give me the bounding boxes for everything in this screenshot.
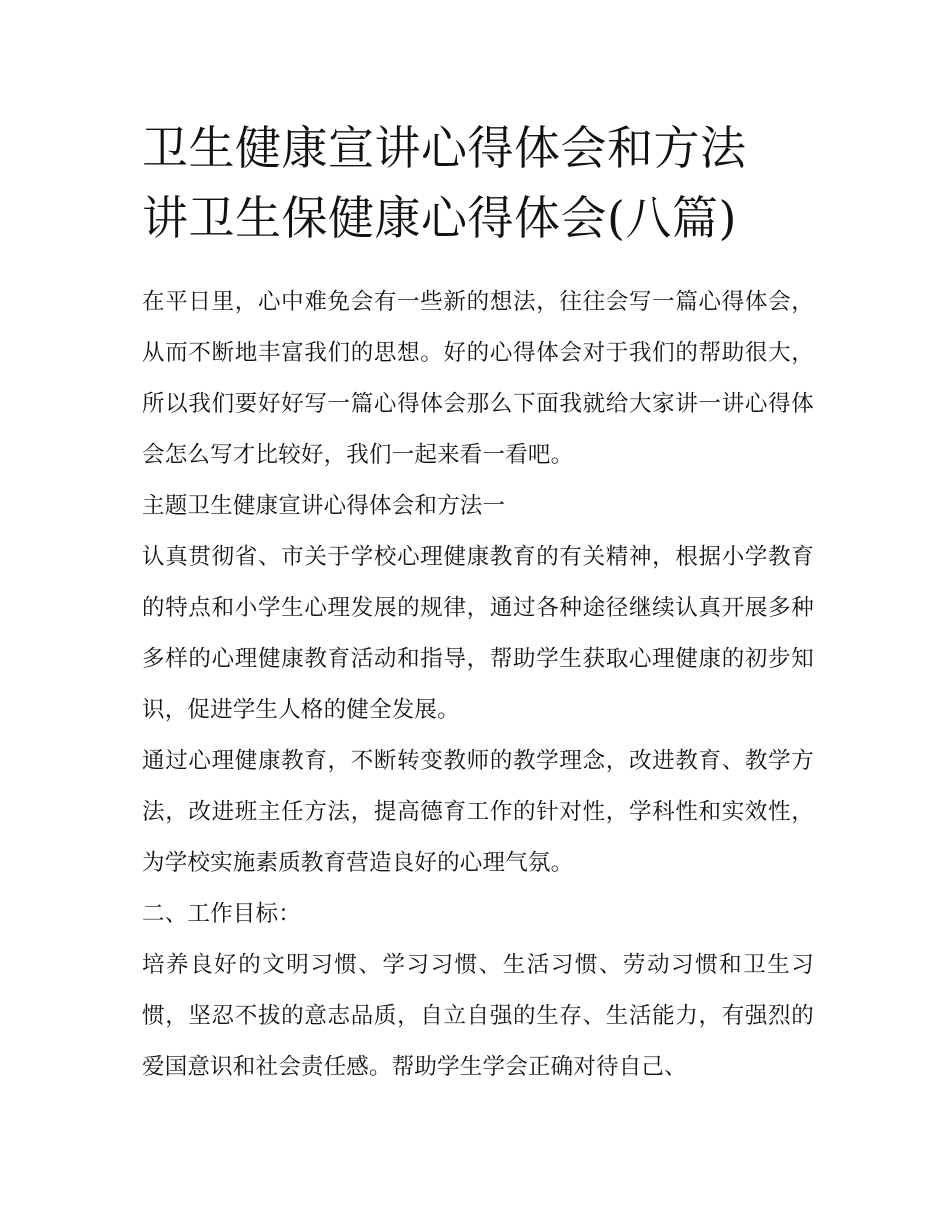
- paragraph-goals-heading: 二、工作目标：: [142, 901, 301, 927]
- title-line-1: 卫生健康宣讲心得体会和方法: [142, 121, 747, 175]
- paragraph-topic-heading: 主题卫生健康宣讲心得体会和方法一: [142, 493, 506, 519]
- paragraph-intro: 在平日里，心中难免会有一些新的想法，往往会写一篇心得体会，从而不断地丰富我们的思想。好的心得体会对于我们的帮助很大，所以我们要好好写一篇心得体会那么下面我就给大家讲一讲心得体会怎么写才比较好，我们一起来看一看吧。: [142, 289, 814, 468]
- title-line-2: 讲卫生保健康心得体会(八篇): [142, 191, 737, 245]
- paragraph-goals: 培养良好的文明习惯、学习习惯、生活习惯、劳动习惯和卫生习惯，坚忍不拔的意志品质，自立自强的生存、生活能力，有强烈的爱国意识和社会责任感。帮助学生学会正确对待自己、: [142, 952, 814, 1080]
- document-body: [142, 277, 814, 1093]
- document-title: [142, 113, 842, 253]
- paragraph-teacher-training: 通过心理健康教育，不断转变教师的教学理念，改进教育、教学方法，改进班主任方法，提高德育工作的针对性，学科性和实效性，为学校实施素质教育营造良好的心理气氛。: [142, 748, 814, 876]
- paragraph-implementation: 认真贯彻省、市关于学校心理健康教育的有关精神，根据小学教育的特点和小学生心理发展的规律，通过各种途径继续认真开展多种多样的心理健康教育活动和指导，帮助学生获取心理健康的初步知识，促进学生人格的健全发展。: [142, 544, 814, 723]
